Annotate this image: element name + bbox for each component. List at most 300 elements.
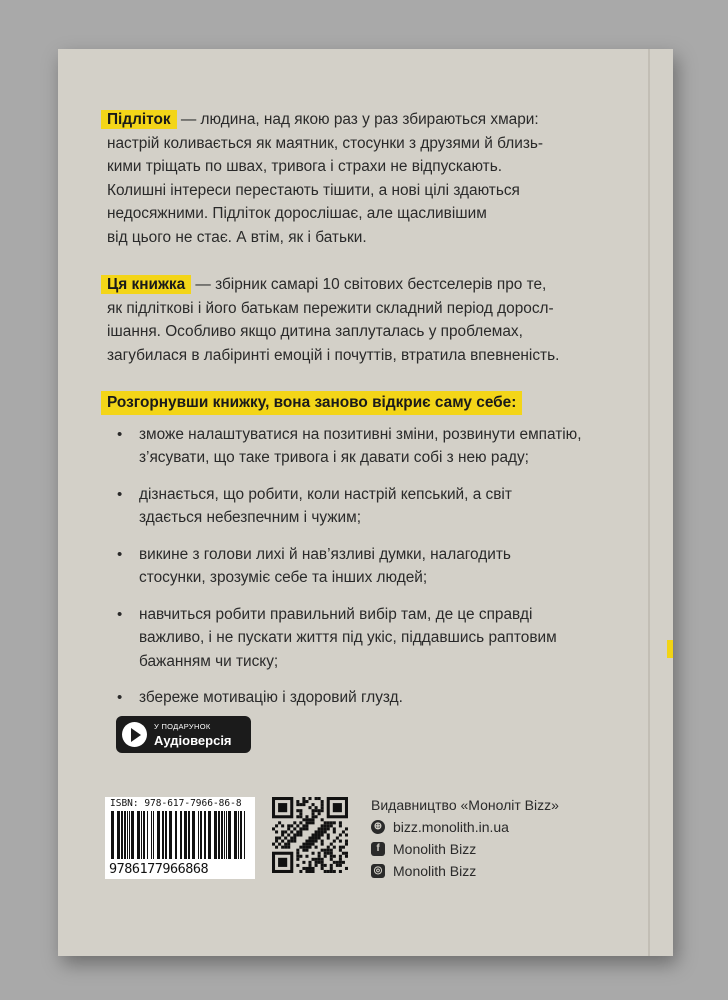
bullet-dot: • — [117, 485, 123, 503]
qr-module — [302, 803, 305, 806]
qr-module — [312, 852, 315, 855]
qr-module — [299, 846, 302, 849]
globe-icon: ⊕ — [371, 820, 385, 834]
barcode-bar — [180, 811, 182, 859]
qr-module — [315, 809, 318, 812]
qr-module — [293, 833, 296, 836]
intro-line-text: настрій коливається як маятник, стосунки з друзями й близь- — [107, 134, 544, 152]
qr-code — [272, 797, 348, 873]
qr-module — [327, 821, 330, 824]
qr-module — [324, 864, 327, 867]
benefits-list — [107, 423, 607, 710]
about-highlight: Ця книжка — [101, 275, 191, 294]
qr-module — [330, 858, 333, 861]
qr-module — [299, 815, 302, 818]
qr-module — [315, 840, 318, 843]
intro-line — [107, 202, 607, 226]
instagram-icon: ◎ — [371, 864, 385, 878]
qr-module — [293, 821, 296, 824]
qr-module — [321, 824, 324, 827]
qr-module — [308, 818, 311, 821]
qr-module — [312, 843, 315, 846]
qr-module — [339, 846, 342, 849]
qr-module — [299, 830, 302, 833]
yellow-edge-mark — [667, 640, 673, 658]
qr-module — [287, 833, 290, 836]
qr-module — [342, 852, 345, 855]
barcode-bar — [175, 811, 177, 859]
qr-module — [321, 840, 324, 843]
qr-module — [333, 870, 336, 873]
qr-module — [318, 812, 321, 815]
qr-module — [321, 849, 324, 852]
qr-module — [299, 855, 302, 858]
publisher-name: Видавництво «Моноліт Bizz» — [371, 797, 559, 813]
qr-module — [302, 800, 305, 803]
qr-module — [339, 840, 342, 843]
qr-module — [327, 837, 330, 840]
barcode-bar — [188, 811, 190, 859]
qr-module — [312, 803, 315, 806]
qr-module — [321, 803, 324, 806]
barcode-bar — [221, 811, 223, 859]
qr-module — [305, 840, 308, 843]
qr-module — [281, 833, 284, 836]
qr-module — [305, 800, 308, 803]
benefit-line: стосунки, зрозуміє себе та інших людей; — [139, 569, 428, 586]
qr-module — [312, 815, 315, 818]
qr-module — [333, 840, 336, 843]
qr-module — [330, 864, 333, 867]
benefit-line: з’ясувати, що таке тривога і як давати собі з нею раду; — [139, 449, 529, 466]
qr-module — [327, 833, 330, 836]
qr-module — [315, 864, 318, 867]
qr-module — [302, 827, 305, 830]
barcode-bar — [111, 811, 114, 859]
barcode-bar — [162, 811, 164, 859]
barcode-bar — [121, 811, 123, 859]
qr-module — [315, 830, 318, 833]
about-line-text: ішання. Особливо якщо дитина заплуталась у проблемах, — [107, 323, 523, 340]
qr-module — [339, 855, 342, 858]
qr-module — [318, 833, 321, 836]
qr-module — [339, 833, 342, 836]
qr-module — [339, 824, 342, 827]
qr-module — [321, 818, 324, 821]
qr-module — [330, 824, 333, 827]
about-line — [107, 273, 607, 297]
intro-line — [107, 155, 607, 179]
spine-fold — [648, 49, 650, 956]
qr-module — [302, 797, 305, 800]
qr-module — [324, 830, 327, 833]
qr-module — [312, 809, 315, 812]
qr-module — [318, 855, 321, 858]
qr-module — [339, 870, 342, 873]
qr-module — [333, 827, 336, 830]
barcode-bar — [224, 811, 225, 859]
qr-module — [312, 870, 315, 873]
benefit-item — [107, 603, 607, 674]
barcode-bar — [192, 811, 195, 859]
website-link[interactable]: bizz.monolith.in.ua — [393, 819, 509, 835]
qr-module — [336, 861, 339, 864]
qr-module — [315, 815, 318, 818]
qr-module — [275, 837, 278, 840]
barcode-bar — [127, 811, 128, 859]
about-paragraph — [107, 273, 607, 367]
qr-module — [296, 852, 299, 855]
intro-line-text: — людина, над якою раз у раз збираються хмари: — [176, 111, 539, 128]
intro-line-text: від цього не стає. А втім, як і батьки. — [107, 228, 367, 246]
benefit-item — [107, 686, 607, 710]
intro-line-text: недосяжними. Підліток дорослішає, але щасливішим — [107, 205, 487, 222]
qr-module — [315, 858, 318, 861]
qr-module — [318, 837, 321, 840]
intro-line-text: кими тріщать по швах, тривога і страхи не відпускають. — [107, 158, 503, 175]
qr-module — [308, 864, 311, 867]
qr-module — [284, 843, 287, 846]
bullet-dot: • — [117, 605, 123, 623]
qr-module — [324, 870, 327, 873]
qr-module — [308, 867, 311, 870]
benefit-line: зможе налаштуватися на позитивні зміни, розвинути емпатію, — [139, 425, 582, 443]
qr-module — [299, 821, 302, 824]
qr-module — [312, 833, 315, 836]
qr-module — [308, 843, 311, 846]
qr-module — [345, 852, 348, 855]
qr-module — [287, 827, 290, 830]
qr-module — [339, 858, 342, 861]
benefit-line: викине з голови лихі й нав’язливі думки, налагодить — [139, 545, 511, 563]
qr-module — [315, 833, 318, 836]
benefit-line: важливо, і не пускати життя під укіс, піддавшись раптовим — [139, 629, 557, 646]
qr-module — [275, 840, 278, 843]
barcode-bar — [198, 811, 199, 859]
qr-module — [290, 840, 293, 843]
qr-module — [318, 809, 321, 812]
intro-line — [107, 179, 607, 203]
qr-module — [318, 861, 321, 864]
qr-module — [345, 827, 348, 830]
qr-module — [330, 867, 333, 870]
qr-module — [342, 861, 345, 864]
qr-module — [299, 870, 302, 873]
qr-module — [296, 855, 299, 858]
qr-module — [330, 855, 333, 858]
website-row — [371, 818, 559, 836]
barcode-bar — [131, 811, 134, 859]
qr-module — [299, 803, 302, 806]
about-line-text: загубилася в лабіринті емоцій і почуттів, втратила впевненість. — [107, 346, 560, 364]
qr-module — [315, 861, 318, 864]
facebook-row — [371, 840, 559, 858]
instagram-row — [371, 862, 559, 880]
qr-finder — [278, 803, 287, 812]
qr-module — [312, 812, 315, 815]
qr-module — [321, 830, 324, 833]
qr-module — [333, 821, 336, 824]
qr-module — [305, 821, 308, 824]
qr-module — [296, 824, 299, 827]
qr-module — [312, 858, 315, 861]
qr-module — [330, 870, 333, 873]
qr-module — [321, 843, 324, 846]
qr-module — [296, 864, 299, 867]
benefit-line: навчиться робити правильний вибір там, де це справді — [139, 605, 533, 623]
qr-module — [330, 843, 333, 846]
qr-module — [305, 867, 308, 870]
about-line-text: як підліткові і його батькам пережити складний період доросл- — [107, 299, 554, 317]
barcode-bar — [141, 811, 142, 859]
barcode-bar — [204, 811, 206, 859]
qr-module — [321, 867, 324, 870]
qr-module — [299, 809, 302, 812]
barcode-bar — [240, 811, 242, 859]
qr-module — [312, 840, 315, 843]
qr-module — [272, 827, 275, 830]
qr-module — [333, 830, 336, 833]
facebook-icon: f — [371, 842, 385, 856]
qr-module — [324, 849, 327, 852]
qr-module — [321, 827, 324, 830]
qr-module — [321, 806, 324, 809]
qr-module — [305, 818, 308, 821]
qr-module — [339, 821, 342, 824]
barcode-bar — [238, 811, 239, 859]
qr-module — [275, 830, 278, 833]
about-line — [107, 320, 607, 344]
qr-module — [302, 849, 305, 852]
barcode-bar — [226, 811, 227, 859]
qr-module — [339, 864, 342, 867]
qr-module — [293, 827, 296, 830]
qr-module — [293, 837, 296, 840]
qr-module — [312, 837, 315, 840]
barcode-bar — [208, 811, 211, 859]
qr-module — [336, 864, 339, 867]
qr-module — [281, 840, 284, 843]
qr-module — [305, 815, 308, 818]
cover-text — [107, 108, 607, 723]
qr-module — [321, 809, 324, 812]
qr-module — [324, 852, 327, 855]
qr-module — [333, 855, 336, 858]
barcode-bar — [151, 811, 152, 859]
qr-module — [308, 837, 311, 840]
qr-module — [296, 800, 299, 803]
intro-line — [107, 132, 607, 156]
audio-badge-label: Аудіоверсія — [154, 733, 232, 748]
intro-paragraph — [107, 108, 607, 249]
qr-module — [318, 858, 321, 861]
qr-module — [321, 833, 324, 836]
barcode-bar — [218, 811, 220, 859]
qr-module — [308, 821, 311, 824]
benefit-item — [107, 423, 607, 470]
qr-module — [308, 861, 311, 864]
qr-module — [293, 840, 296, 843]
qr-module — [299, 833, 302, 836]
qr-module — [290, 830, 293, 833]
qr-module — [299, 812, 302, 815]
qr-module — [287, 846, 290, 849]
qr-module — [345, 867, 348, 870]
qr-module — [305, 843, 308, 846]
barcode-bar — [200, 811, 202, 859]
facebook-link[interactable]: Monolith Bizz — [393, 841, 477, 857]
qr-module — [312, 818, 315, 821]
qr-module — [324, 821, 327, 824]
qr-finder — [278, 858, 287, 867]
qr-module — [342, 830, 345, 833]
barcode-bar — [214, 811, 217, 859]
qr-module — [302, 846, 305, 849]
qr-module — [272, 843, 275, 846]
qr-module — [296, 858, 299, 861]
barcode-bar — [153, 811, 154, 859]
qr-module — [345, 855, 348, 858]
qr-module — [315, 837, 318, 840]
qr-module — [305, 846, 308, 849]
barcode-bar — [129, 811, 130, 859]
qr-module — [345, 840, 348, 843]
qr-module — [330, 821, 333, 824]
play-icon — [122, 722, 147, 747]
qr-module — [315, 797, 318, 800]
benefit-line: здається небезпечним і чужим; — [139, 509, 361, 526]
about-line — [107, 344, 607, 368]
instagram-link[interactable]: Monolith Bizz — [393, 863, 477, 879]
isbn-label: ISBN: 978-617-7966-86-8 — [110, 798, 242, 809]
barcode-bar — [124, 811, 126, 859]
benefit-line: бажанням чи тиску; — [139, 652, 279, 670]
about-line — [107, 297, 607, 321]
barcode-bar — [244, 811, 245, 859]
qr-module — [302, 861, 305, 864]
benefit-item — [107, 483, 607, 530]
qr-module — [333, 846, 336, 849]
qr-module — [327, 846, 330, 849]
audio-badge-caption: У ПОДАРУНОК — [154, 722, 211, 731]
qr-module — [345, 833, 348, 836]
barcode-bar — [165, 811, 167, 859]
qr-module — [296, 849, 299, 852]
qr-module — [287, 843, 290, 846]
bullet-dot: • — [117, 425, 123, 443]
barcode-bar — [137, 811, 140, 859]
barcode-bar — [184, 811, 187, 859]
qr-module — [318, 830, 321, 833]
qr-module — [284, 846, 287, 849]
barcode-bar — [234, 811, 237, 859]
qr-module — [324, 855, 327, 858]
qr-module — [336, 837, 339, 840]
qr-module — [345, 843, 348, 846]
qr-module — [327, 824, 330, 827]
barcode-bar — [117, 811, 120, 859]
isbn-barcode — [105, 797, 255, 879]
bullet-dot: • — [117, 545, 123, 563]
qr-module — [305, 849, 308, 852]
qr-module — [287, 824, 290, 827]
qr-module — [318, 852, 321, 855]
qr-module — [315, 846, 318, 849]
qr-module — [327, 827, 330, 830]
intro-line-text: Колишні інтереси перестають тішити, а нові цілі здаються — [107, 181, 520, 199]
qr-module — [278, 843, 281, 846]
benefit-item — [107, 543, 607, 590]
qr-module — [327, 849, 330, 852]
intro-highlight: Підліток — [101, 110, 177, 129]
qr-module — [275, 846, 278, 849]
qr-module — [330, 849, 333, 852]
qr-module — [318, 797, 321, 800]
benefit-line: дізнається, що робити, коли настрій кепський, а світ — [139, 485, 512, 503]
qr-module — [296, 803, 299, 806]
qr-module — [275, 824, 278, 827]
qr-module — [305, 870, 308, 873]
qr-module — [305, 824, 308, 827]
qr-module — [296, 833, 299, 836]
qr-module — [290, 837, 293, 840]
qr-module — [330, 852, 333, 855]
qr-module — [321, 858, 324, 861]
qr-finder — [333, 803, 342, 812]
barcode-bar — [228, 811, 231, 859]
qr-module — [327, 870, 330, 873]
qr-module — [278, 821, 281, 824]
qr-module — [296, 815, 299, 818]
qr-module — [315, 806, 318, 809]
qr-module — [281, 830, 284, 833]
qr-module — [321, 861, 324, 864]
qr-module — [342, 846, 345, 849]
qr-module — [281, 846, 284, 849]
qr-module — [324, 824, 327, 827]
qr-module — [278, 837, 281, 840]
qr-module — [287, 840, 290, 843]
qr-module — [324, 827, 327, 830]
qr-module — [302, 843, 305, 846]
qr-module — [308, 840, 311, 843]
barcode-bar — [157, 811, 160, 859]
qr-module — [296, 809, 299, 812]
qr-module — [321, 800, 324, 803]
intro-line — [107, 108, 607, 132]
qr-module — [339, 861, 342, 864]
qr-module — [284, 837, 287, 840]
barcode-bar — [147, 811, 148, 859]
qr-module — [308, 870, 311, 873]
qr-module — [333, 861, 336, 864]
benefit-line: збереже мотивацію і здоровий глузд. — [139, 689, 403, 706]
benefits-heading: Розгорнувши книжку, вона заново відкриє саму себе: — [101, 391, 522, 415]
barcode-bar — [169, 811, 172, 859]
qr-module — [299, 827, 302, 830]
qr-module — [327, 852, 330, 855]
qr-module — [305, 827, 308, 830]
qr-module — [290, 824, 293, 827]
qr-module — [308, 797, 311, 800]
benefits-section — [107, 391, 607, 710]
qr-module — [281, 824, 284, 827]
qr-module — [312, 821, 315, 824]
qr-module — [308, 846, 311, 849]
qr-module — [302, 867, 305, 870]
barcode-bars — [109, 811, 251, 861]
qr-module — [302, 818, 305, 821]
